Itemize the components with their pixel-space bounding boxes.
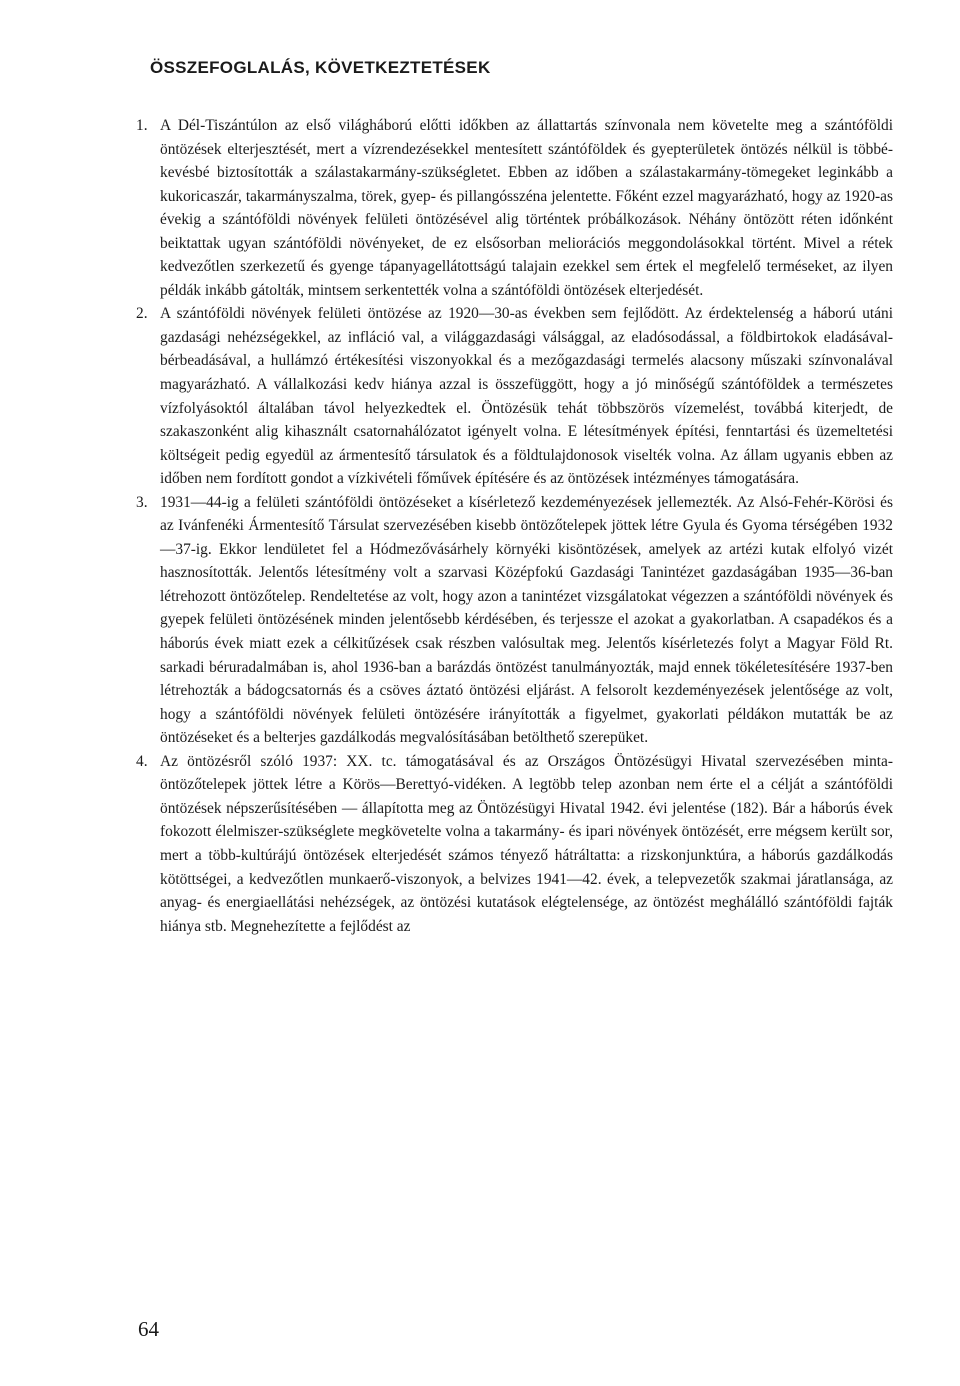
document-body — [136, 114, 893, 938]
paragraph-number: 3. — [136, 493, 148, 511]
paragraph-3 — [136, 491, 893, 750]
paragraph-text: A szántóföldi növények felületi öntözése az 1920—30-as években sem fejlődött. Az érdektelenség a háború utáni gazdasági nehézségekkel, az infláció val, a világgazdasági válsággal, az eladósodással, a földbirtokok eladásával-bérbeadásával, a hullámzó értékesítési viszonyokkal és a mezőgazdasági termelés alacsony műszaki színvonalával magyarázható. A vállalkozási kedv hiánya azzal is összefüggött, hogy a jó minőségű szántóföldek a természetes vízfolyásoktól általában távol helyezkedtek el. Öntözésük tehát többszörös vízemelést, továbbá kiterjedt, de szakaszonként alig kihasznált csatornahálózatot igényelt volna. E létesítmények építési, fenntartási és üzemeltetési költségeit pedig egyedül az ármentesítő társulatok és a földtulajdonosok viselték volna. Az állam ugyanis ebben az időben nem fordított gondot a vízkivételi főművek építésére és az öntözések intézményes támogatására. — [160, 305, 893, 488]
paragraph-number: 4. — [136, 752, 148, 770]
paragraph-2 — [136, 302, 893, 490]
paragraph-text: 1931—44-ig a felületi szántóföldi öntözéseket a kísérletező kezdeményezések jellemezték. Az Alsó-Fehér-Körösi és az Ivánfenéki Ármentesítő Társulat szervezésében kisebb öntözőtelepek jöttek létre Gyula és Gyoma térségében 1932—37-ig. Ekkor lendületet fel a Hódmezővásárhely környéki kisöntözések, amelyek az artézi kutak elfolyó vizét hasznosították. Jelentős létesítmény volt a szarvasi Középfokú Gazdasági Tanintézet gazdaságában 1935—36-ban létrehozott öntözőtelep. Rendeltetése az volt, hogy azon a tanintézet vizsgálatokat végezzen a szántóföldi növények és gyepek felületi öntözésének minden jelentősebb kérdésében, és terjessze el azokat a gyakorlatban. A csapadékos és a háborús évek miatt ezek a célkitűzések csak részben valósultak meg. Jelentős kísérletezés folyt a Magyar Föld Rt. sarkadi béruradalmában is, ahol 1936-ban a barázdás öntözést tanulmányozták, majd ennek tökéletesítésére 1937-ben létrehozták a bádogcsatornás és a csöves áztató öntözési eljárást. A felsorolt kezdeményezések jelentősége az volt, hogy a szántóföldi növények felületi öntözésére irányították a figyelmet, gyakorlati példákon mutatták be az öntözéseket és a belterjes gazdálkodás megvalósításában betölthető szerepüket. — [160, 493, 893, 747]
paragraph-number: 1. — [136, 117, 148, 134]
paragraph-text: A Dél-Tiszántúlon az első világháború előtti időkben az állattartás színvonala nem követelte meg a szántóföldi öntözések elterjesztését, mert a vízrendezésekkel mentesített szántóföldek és gyepterületek öntözés nélkül is többé-kevésbé biztosították a szálastakarmány-szükségletet. Ebben az időben a szálastakarmány-tömegeket leginkább a kukoricaszár, takarmányszalma, törek, gyep- és pillangósszéna jelentette. Főként ezzel magyarázható, hogy az 1920-as évekig a szántóföldi növények felületi öntözésével alig történtek próbálkozások. Néhány öntözött réten időnként beiktattak ugyan szántóföldi növényeket, de ez elsősorban meliorációs meggondolásokkal történt. Mivel a rétek kedvezőtlen szerkezetű és gyenge tápanyagellátottságú talajain ezekkel sem értek el megfelelő terméseket, az ilyen példák inkább gátolták, mintsem serkentették volna a szántóföldi öntözések elterjedését. — [160, 117, 893, 299]
page-number: 64 — [138, 1317, 159, 1341]
paragraph-text: Az öntözésről szóló 1937: XX. tc. támogatásával és az Országos Öntözésügyi Hivatal szervezésében minta-öntözőtelepek jöttek létre a Körös—Berettyó-vidéken. A legtöbb telep azonban nem érte el a célját a szántóföldi öntözések népszerűsítésében — állapította meg az Öntözésügyi Hivatal 1942. évi jelentése (182). Bár a háborús évek fokozott élelmiszer-szükséglete megkövetelte volna a takarmány- és ipari növények öntözését, erre mégsem került sor, mert a több-kultúrájú öntözések elterjedését számos tényező hátráltatta: a rizskonjunktúra, a háborús gazdálkodás kötöttségei, a kedvezőtlen munkaerő-viszonyok, a belvizes 1941—42. évek, a telepvezetők szakmai járatlansága, az anyag- és energiaellátási nehézségek, az öntözési kutatások elégtelensége, az öntözést meghálálló szántóföldi fajták hiánya stb. Megnehezítette a fejlődést az — [160, 752, 893, 935]
paragraph-number: 2. — [136, 305, 148, 323]
paragraph-4 — [136, 750, 893, 938]
paragraph-1 — [136, 114, 893, 302]
section-heading: ÖSSZEFOGLALÁS, KÖVETKEZTETÉSEK — [150, 58, 491, 77]
